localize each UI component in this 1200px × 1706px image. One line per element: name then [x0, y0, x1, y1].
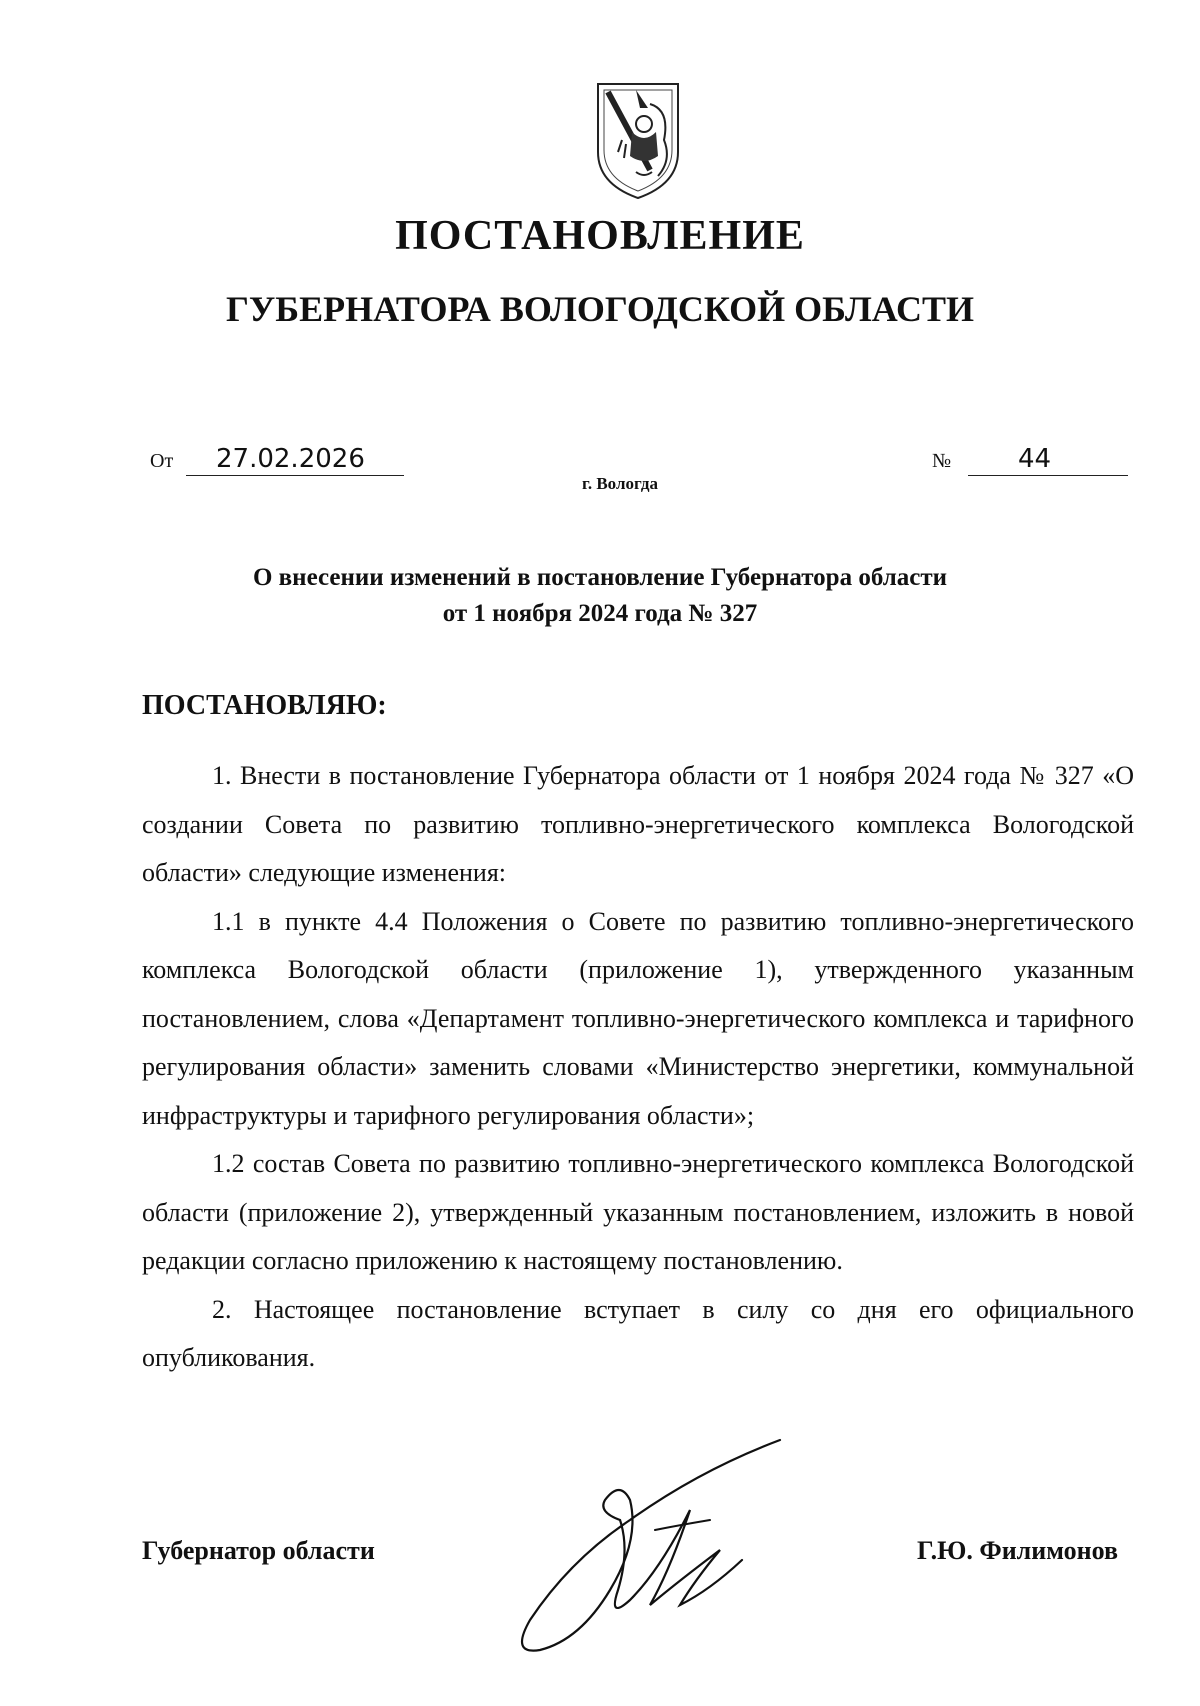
subject-line-2: от 1 ноября 2024 года № 327	[442, 600, 758, 627]
handwritten-signature-icon	[480, 1430, 810, 1670]
paragraph-1: 1. Внести в постановление Губернатора области от 1 ноября 2024 года № 327 «О создании Совета по развитию топливно-энергетического комплекса Вологодской области» следующие изменения:	[142, 761, 1134, 887]
body-text	[142, 752, 1134, 1383]
city-label: г. Вологда	[582, 474, 658, 493]
paragraph-1-2: 1.2 состав Совета по развитию топливно-энергетического комплекса Вологодской области (приложение 2), утвержденный указанным постановлением, изложить в новой редакции согласно приложению к настоящему постановлению.	[142, 1149, 1134, 1275]
subject-line-1: О внесении изменений в постановление Губернатора области	[252, 564, 948, 591]
document-title: ПОСТАНОВЛЕНИЕ	[395, 213, 805, 259]
subject-heading	[0, 560, 1200, 632]
date-value: 27.02.2026	[186, 442, 404, 476]
paragraph-2: 2. Настоящее постановление вступает в силу со дня его официального опубликования.	[142, 1294, 1134, 1372]
date-label: От	[150, 450, 174, 472]
document-subtitle: ГУБЕРНАТОРА ВОЛОГОДСКОЙ ОБЛАСТИ	[225, 289, 975, 329]
number-value: 44	[968, 442, 1128, 476]
signatory-name: Г.Ю. Филимонов	[916, 1536, 1118, 1565]
signatory-position: Губернатор области	[142, 1536, 375, 1565]
vologda-coat-of-arms-icon	[592, 80, 684, 200]
paragraph-1-1: 1.1 в пункте 4.4 Положения о Совете по развитию топливно-энергетического комплекса Вологодской области (приложение 1), утвержденного указанным постановлением, слова «Департамент топливно-энергетического комплекса и тарифного регулирования области» заменить словами «Министерство энергетики, коммунальной инфраструктуры и тарифного регулирования области»;	[142, 906, 1134, 1130]
number-label: №	[932, 450, 952, 472]
decree-label: ПОСТАНОВЛЯЮ:	[142, 690, 387, 721]
